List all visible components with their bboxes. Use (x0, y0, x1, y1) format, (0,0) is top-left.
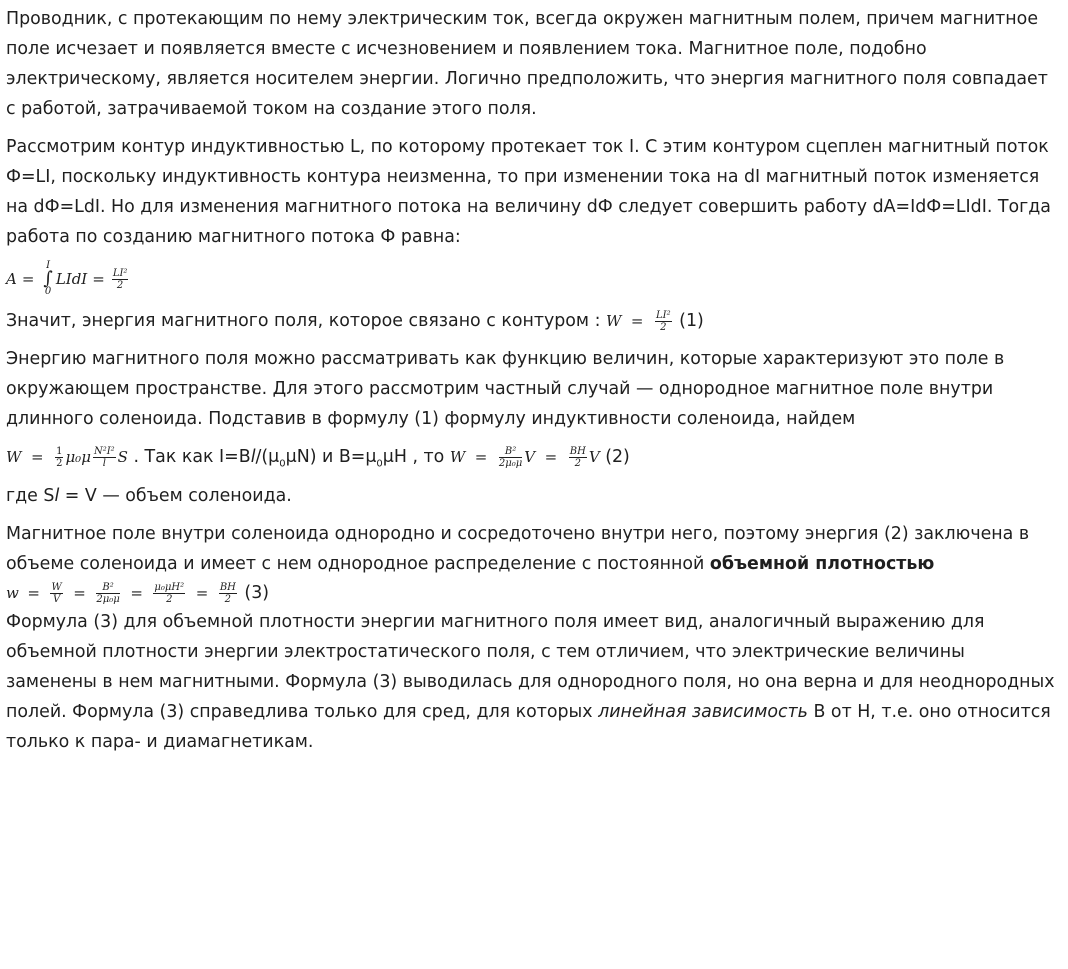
paragraph-5: W = $\frac{1}{2}$ μ₀μ $\frac{\text{N²I²}}{l}$ S . Так как $I=Bl/(\mu_0\mu N)$ и $B=\mu_0\mu H$ , то W = $\frac{\text{B²}}{\text{2μ₀μ}}$ V = $\frac{BH}{2}$ V (2) (6, 445, 630, 470)
fraction: $\frac{\text{μ₀μH²}}{2}$ (154, 581, 185, 605)
formula-work-integral: A = I ∫ 0 LIdI = $\frac{\text{LI²}}{2}$ (6, 260, 128, 297)
fraction: $\frac{\text{LI²}}{2}$ (112, 267, 128, 291)
integral-sign: I ∫ 0 (43, 260, 53, 297)
formula-energy-density: w = $\frac{W}{V}$ = $\frac{\text{B²}}{\text{2μ₀μ}}$ = $\frac{\text{μ₀μH²}}{2}$ = $\frac{BH}{2}$ (3) (6, 581, 270, 605)
fraction: $\frac{\text{B²}}{\text{2μ₀μ}}$ (96, 581, 120, 605)
paragraph-9: Формула (3) для объемной плотности энергии магнитного поля имеет вид, аналогичный выражению для объемной плотности энергии электростатического поля, с тем отличием, что электрические величины заменены в нем магнитными. Формула (3) выводилась для однородного поля, но она верна и для неоднородных полей. Формула (3) справедлива только для сред, для которых линейная зависимость B от H, т.е. оно относится только к пара- и диамагнетикам. (6, 612, 1055, 753)
fraction: $\frac{\text{B²}}{\text{2μ₀μ}}$ (498, 445, 523, 469)
paragraph-3: Значит, энергия магнитного поля, которое связано с контуром : W = $\frac{\text{LI²}}{2}$ (1) (6, 309, 704, 333)
fraction: $\frac{BH}{2}$ (569, 445, 586, 469)
paragraph-2: Рассмотрим контур индуктивностью L, по которому протекает ток I. С этим контуром сцеплен магнитный поток Ф=LI, поскольку индуктивность контура неизменна, то при изменении тока на dI магнитный поток изменяется на dФ=LdI. Но для изменения магнитного потока на величину dФ следует совершить работу dA=IdФ=LIdI. Тогда работа по созданию магнитного потока Ф равна: (6, 137, 1051, 247)
paragraph-4: Энергию магнитного поля можно рассматривать как функцию величин, которые характеризуют это поле в окружающем пространстве. Для этого рассмотрим частный случай — однородное магнитное поле внутри длинного соленоида. Подставив в формулу (1) формулу индуктивности соленоида, найдем (6, 349, 1005, 429)
fraction: $\frac{\text{N²I²}}{l}$ (93, 445, 115, 469)
fraction: $\frac{W}{V}$ (51, 581, 62, 605)
fraction: $\frac{BH}{2}$ (219, 581, 236, 605)
paragraph-1: Проводник, с протекающим по нему электрическим ток, всегда окружен магнитным полем, причем магнитное поле исчезает и появляется вместе с исчезновением и появлением тока. Магнитное поле, подобно электрическому, является носителем энергии. Логично предположить, что энергия магнитного поля совпадает с работой, затрачиваемой током на создание этого поля. (6, 9, 1048, 119)
fraction: $\frac{1}{2}$ (56, 445, 63, 469)
fraction: $\frac{\text{LI²}}{2}$ (656, 309, 671, 333)
paragraph-6: где Sl = V — объем соленоида. (6, 486, 292, 507)
paragraph-7: Магнитное поле внутри соленоида однородно и сосредоточено внутри него, поэтому энергия (2) заключена в объеме соленоида и имеет с нем однородное распределение с постоянной объемной плотностью (6, 524, 1030, 575)
